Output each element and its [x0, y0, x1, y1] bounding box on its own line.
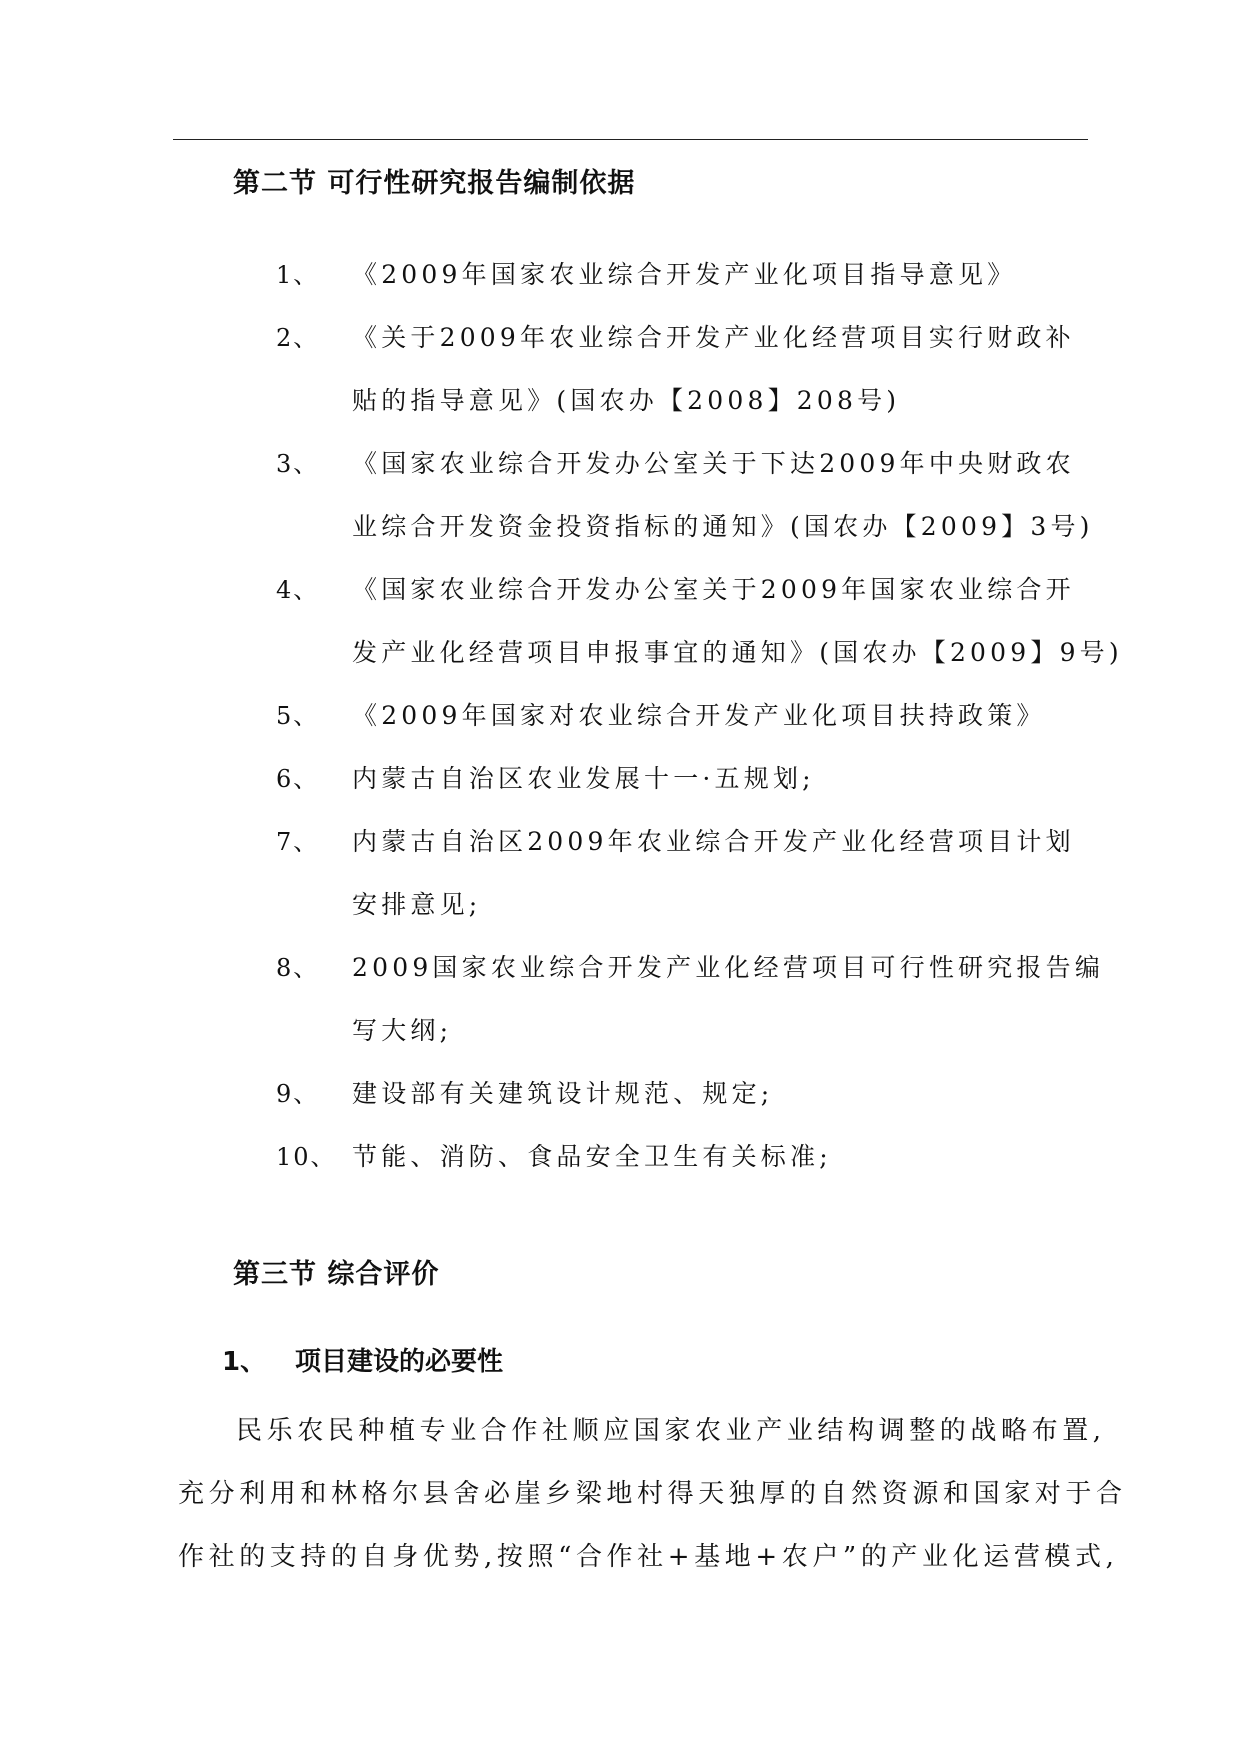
- list-item-text: 安排意见;: [352, 890, 482, 919]
- list-item-text: 业综合开发资金投资指标的通知》(国农办【2009】3号): [352, 512, 1094, 541]
- subsection-title: 项目建设的必要性: [295, 1347, 504, 1377]
- list-item-number: 6、: [276, 765, 320, 793]
- list-item-text: 建设部有关建筑设计规范、规定;: [352, 1079, 774, 1108]
- list-item-text: 2009国家农业综合开发产业化经营项目可行性研究报告编: [352, 953, 1105, 982]
- list-item-number: 5、: [276, 702, 320, 730]
- list-item-number: 7、: [276, 828, 320, 856]
- list-item-text: 《2009年国家农业综合开发产业化项目指导意见》: [352, 260, 1017, 289]
- list-item-text: 节能、消防、食品安全卫生有关标准;: [352, 1142, 832, 1171]
- list-item-text: 内蒙古自治区农业发展十一·五规划;: [352, 764, 815, 793]
- paragraph-line: 充分利用和林格尔县舍必崖乡梁地村得天独厚的自然资源和国家对于合: [178, 1479, 1127, 1509]
- list-item-number: 4、: [276, 576, 320, 604]
- list-item-text: 《关于2009年农业综合开发产业化经营项目实行财政补: [352, 323, 1075, 352]
- paragraph-line: 民乐农民种植专业合作社顺应国家农业产业结构调整的战略布置,: [236, 1416, 1106, 1446]
- list-item-text: 《2009年国家对农业综合开发产业化项目扶持政策》: [352, 701, 1046, 730]
- list-item-text: 贴的指导意见》(国农办【2008】208号): [352, 386, 901, 415]
- list-item-number: 8、: [276, 954, 320, 982]
- list-item-number: 3、: [276, 450, 320, 478]
- list-item-number: 2、: [276, 324, 320, 352]
- list-item-text: 写大纲;: [352, 1016, 453, 1045]
- list-item-text: 《国家农业综合开发办公室关于下达2009年中央财政农: [352, 449, 1075, 478]
- subsection-number: 1、: [222, 1347, 267, 1377]
- list-item-text: 发产业化经营项目申报事宜的通知》(国农办【2009】9号): [352, 638, 1123, 667]
- section-heading-evaluation: 第三节 综合评价: [233, 1259, 440, 1290]
- section-heading-basis: 第二节 可行性研究报告编制依据: [233, 168, 636, 199]
- list-item-text: 《国家农业综合开发办公室关于2009年国家农业综合开: [352, 575, 1075, 604]
- paragraph-line: 作社的支持的自身优势,按照“合作社+基地+农户”的产业化运营模式,: [178, 1542, 1119, 1572]
- list-item-number: 9、: [276, 1080, 320, 1108]
- list-item-text: 内蒙古自治区2009年农业综合开发产业化经营项目计划: [352, 827, 1075, 856]
- list-item-number: 10、: [276, 1143, 337, 1171]
- header-rule: [173, 139, 1088, 140]
- list-item-number: 1、: [276, 261, 320, 289]
